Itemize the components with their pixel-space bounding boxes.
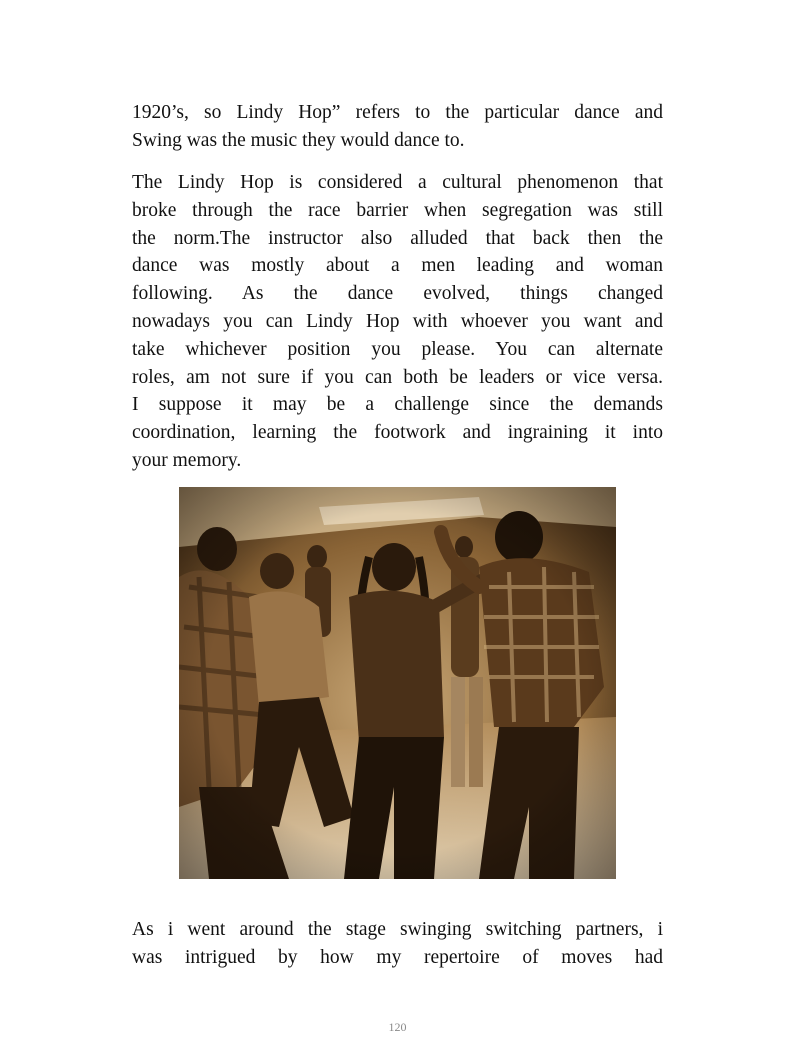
text-line: take whichever position you please. You can alternate [132,338,663,360]
text-line: the norm.The instructor also alluded that back then the [132,227,663,249]
text-line: As i went around the stage swinging switching partners, i [132,919,663,940]
text-line: broke through the race barrier when segregation was still [132,199,663,221]
text-line: roles, am not sure if you can both be leaders or vice versa. [132,366,663,388]
text-line: following. As the dance evolved, things changed [132,283,663,305]
text-line: I suppose it may be a challenge since the demands [132,394,663,416]
paragraph-intro [132,99,663,155]
text-line: dance was mostly about a men leading and woman [132,255,663,277]
dancers-photo [179,487,616,879]
page-number: 120 [388,1020,407,1034]
text-line: 1920’s, so Lindy Hop” refers to the particular dance and [132,102,663,123]
paragraph-lindy-hop [132,169,663,475]
text-line: coordination, learning the footwork and ingraining it into [132,422,663,444]
photo-illustration [179,487,616,879]
text-line: your memory. [132,449,242,471]
text-line: was intrigued by how my repertoire of moves had [132,946,663,968]
text-line: nowadays you can Lindy Hop with whoever you want and [132,310,663,332]
text-line: Swing was the music they would dance to. [132,129,465,151]
paragraph-switching-partners [132,916,663,972]
text-line: The Lindy Hop is considered a cultural phenomenon that [132,172,663,193]
